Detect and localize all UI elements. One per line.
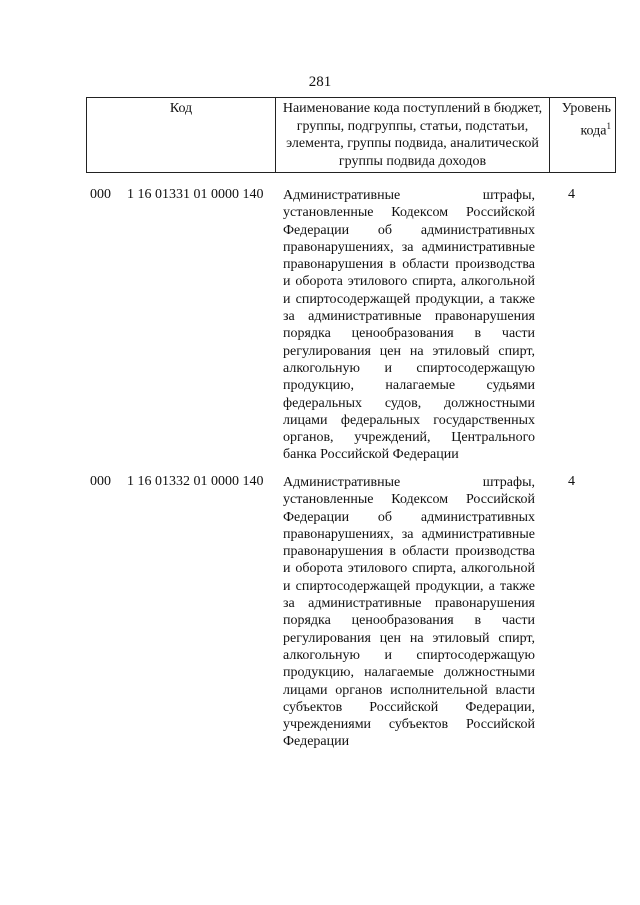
revenue-name: Административные штрафы, установленные Кодексом Российской Федерации об административных правонарушениях, за административные правонарушения в области производства и оборота этилового спирта, алкогольной и спиртосодержащей продукции, а также за административные правонарушения порядка ценообразования в части регулирования цен на этиловый спирт, алкогольную и спиртосодержащую продукцию, налагаемые должностными лицами органов исполнительной власти субъектов Российской Федерации, учреждениями субъектов Российской Федерации	[283, 475, 535, 750]
admin-code: 000	[90, 474, 111, 489]
header-code: Код	[87, 98, 276, 173]
code-level: 4	[568, 187, 575, 202]
budget-code: 1 16 01331 01 0000 140	[127, 187, 264, 202]
header-level-footnote: 1	[606, 120, 611, 131]
header-name: Наименование кода поступлений в бюджет, группы, подгруппы, статьи, подстатьи, элемента, группы подвида, аналитической группы подвида доходов	[276, 98, 550, 173]
header-level-label: Уровень кода	[561, 101, 611, 139]
table-header	[86, 97, 616, 173]
page-number: 281	[308, 74, 332, 90]
revenue-name: Административные штрафы, установленные Кодексом Российской Федерации об административных правонарушениях, за административные правонарушения в области производства и оборота этилового спирта, алкогольной и спиртосодержащей продукции, а также за административные правонарушения порядка ценообразования в части регулирования цен на этиловый спирт, алкогольную и спиртосодержащую продукцию, налагаемые судьями федеральных судов, должностными лицами федеральных государственных органов, учреждений, Центрального банка Российской Федерации	[283, 188, 535, 463]
admin-code: 000	[90, 187, 111, 202]
header-level	[550, 98, 616, 173]
budget-code: 1 16 01332 01 0000 140	[127, 474, 264, 489]
code-level: 4	[568, 474, 575, 489]
